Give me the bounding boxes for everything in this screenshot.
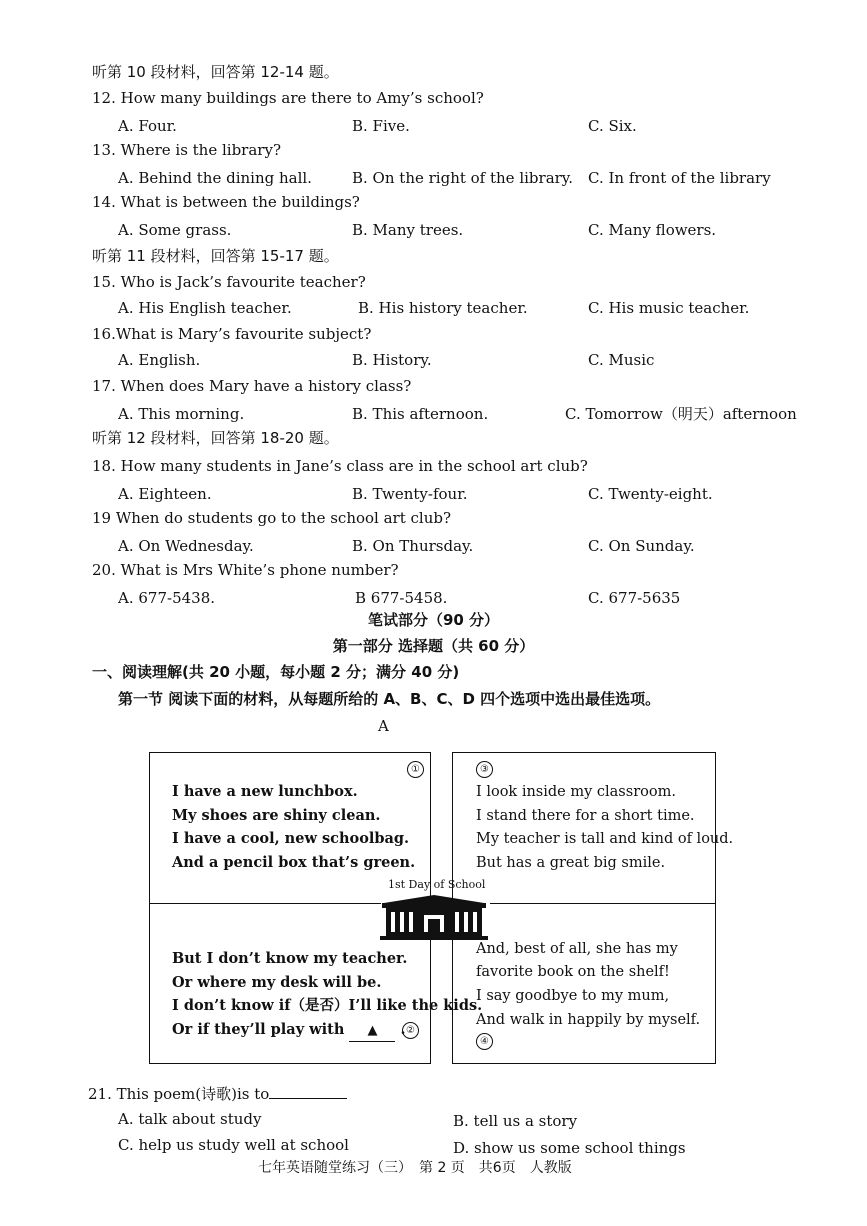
question-stem: 14. What is between the buildings?	[92, 193, 360, 211]
section12-header: 听第 12 段材料，回答第 18-20 题。	[92, 429, 339, 447]
q21-option-c: C. help us study well at school	[118, 1136, 349, 1154]
subsection1-title: 第一节 阅读下面的材料，从每题所给的 A、B、C、D 四个选项中选出最佳选项。	[118, 690, 661, 708]
poem-banner: 1st Day of School	[388, 878, 486, 891]
option-c: C. 677-5635	[588, 589, 681, 607]
option-c: C. His music teacher.	[588, 299, 750, 317]
question-stem: 19 When do students go to the school art club?	[92, 509, 452, 527]
passage-label: A	[378, 717, 389, 735]
marker-3: ③	[476, 761, 493, 778]
option-b: B. His history teacher.	[358, 299, 528, 317]
poem-q3-line: I stand there for a short time.	[476, 808, 695, 824]
option-b: B. Twenty-four.	[352, 485, 468, 503]
section11-header: 听第 11 段材料，回答第 15-17 题。	[92, 247, 339, 265]
question-stem: 15. Who is Jack’s favourite teacher?	[92, 273, 366, 291]
option-a: A. English.	[118, 351, 201, 369]
question-stem: 18. How many students in Jane’s class are in the school art club?	[92, 457, 588, 475]
option-a: A. His English teacher.	[118, 299, 292, 317]
poem-q2-line: I don’t know if（是否）I’ll like the kids.	[172, 997, 483, 1014]
option-a: A. On Wednesday.	[118, 537, 254, 555]
poem-q2-line: But I don’t know my teacher.	[172, 950, 408, 967]
poem-q1-line: And a pencil box that’s green.	[172, 854, 416, 871]
option-c: C. Twenty-eight.	[588, 485, 713, 503]
option-b: B 677-5458.	[355, 589, 448, 607]
q21-option-d: D. show us some school things	[453, 1139, 686, 1157]
question-stem: 16.What is Mary’s favourite subject?	[92, 325, 372, 343]
option-b: B. History.	[352, 351, 432, 369]
poem-q2-line: Or if they’ll play with ▲ .	[172, 1020, 406, 1042]
option-c: C. Many flowers.	[588, 221, 717, 239]
poem-q4-line: And, best of all, she has my	[476, 941, 678, 957]
option-c: C. Six.	[588, 117, 637, 135]
option-c: C. On Sunday.	[588, 537, 695, 555]
option-c: C. Tomorrow（明天）afternoon	[565, 405, 797, 423]
question-stem: 13. Where is the library?	[92, 141, 281, 159]
option-b: B. On Thursday.	[352, 537, 474, 555]
written-title: 笔试部分（90 分）	[367, 611, 500, 629]
poem-q2-line: Or where my desk will be.	[172, 974, 382, 991]
option-c: C. Music	[588, 351, 655, 369]
part1-title: 第一部分 选择题（共 60 分）	[332, 637, 535, 655]
option-a: A. 677-5438.	[118, 589, 216, 607]
question-stem: 12. How many buildings are there to Amy’s school?	[92, 89, 484, 107]
option-a: A. Some grass.	[118, 221, 232, 239]
page-footer: 七年英语随堂练习（三） 第 2 页 共6页 人教版	[258, 1160, 572, 1176]
option-a: A. Four.	[118, 117, 177, 135]
poem-q4-line: I say goodbye to my mum,	[476, 988, 670, 1004]
poem-q3-line: But has a great big smile.	[476, 855, 666, 871]
option-a: A. This morning.	[118, 405, 245, 423]
school-building-icon	[380, 893, 488, 941]
section1-title: 一、阅读理解(共 20 小题，每小题 2 分；满分 40 分)	[92, 663, 460, 681]
marker-2: ②	[402, 1022, 419, 1039]
marker-4: ④	[476, 1033, 493, 1050]
poem-q4-line: And walk in happily by myself.	[476, 1012, 701, 1028]
question-stem: 17. When does Mary have a history class?	[92, 377, 412, 395]
option-a: A. Behind the dining hall.	[118, 169, 312, 187]
poem-blank: ▲	[349, 1021, 395, 1042]
q21-option-a: A. talk about study	[118, 1110, 262, 1128]
option-a: A. Eighteen.	[118, 485, 212, 503]
option-b: B. Many trees.	[352, 221, 464, 239]
q21-blank	[269, 1084, 347, 1099]
option-b: B. Five.	[352, 117, 410, 135]
option-b: B. This afternoon.	[352, 405, 489, 423]
marker-1: ①	[407, 761, 424, 778]
divider-right	[490, 903, 716, 904]
poem-q3-line: I look inside my classroom.	[476, 784, 676, 800]
poem-q4-line: favorite book on the shelf!	[476, 964, 670, 980]
q21-stem: 21. This poem(诗歌)is to	[88, 1084, 347, 1104]
poem-q1-line: I have a new lunchbox.	[172, 783, 358, 800]
q21-option-b: B. tell us a story	[453, 1112, 578, 1130]
option-c: C. In front of the library	[588, 169, 771, 187]
question-stem: 20. What is Mrs White’s phone number?	[92, 561, 399, 579]
divider-left	[149, 903, 381, 904]
section10-header: 听第 10 段材料，回答第 12-14 题。	[92, 63, 339, 81]
option-b: B. On the right of the library.	[352, 169, 574, 187]
poem-q1-line: I have a cool, new schoolbag.	[172, 830, 410, 847]
poem-q1-line: My shoes are shiny clean.	[172, 807, 381, 824]
poem-q3-line: My teacher is tall and kind of loud.	[476, 831, 734, 847]
